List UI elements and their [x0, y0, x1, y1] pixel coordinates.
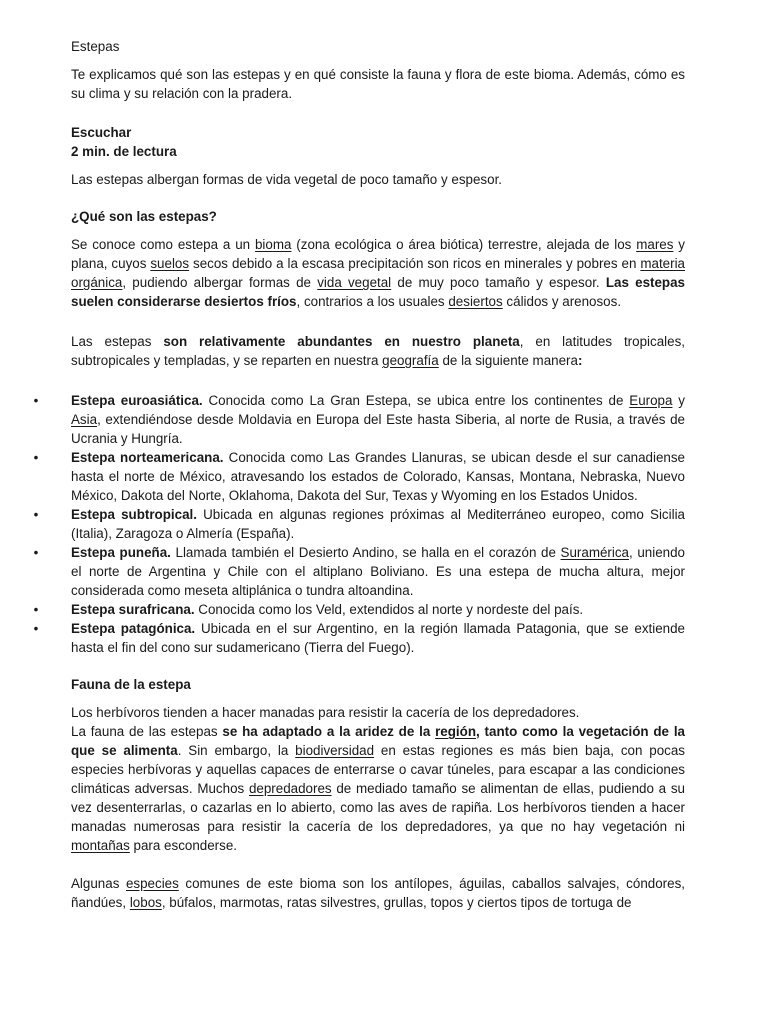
section-heading-fauna: Fauna de la estepa — [71, 677, 191, 692]
list-item: • Estepa patagónica. Ubicada en el sur Argentino, en la región llamada Patagonia, que se extiende hasta el fin del cono sur sudamericano (Tierra del Fuego). — [33, 621, 686, 655]
list-item: • Estepa subtropical. Ubicada en algunas regiones próximas al Mediterráneo europeo, como Sicilia (Italia), Zaragoza o Almería (España). — [33, 507, 685, 541]
intro-paragraph: Te explicamos qué son las estepas y en qué consiste la fauna y flora de este bioma. Además, cómo es su clima y su relación con la pradera. — [71, 67, 685, 101]
bullet-icon: • — [33, 450, 39, 465]
bullet-icon: • — [33, 602, 39, 617]
bullet-icon: • — [33, 621, 39, 636]
document-body — [33, 37, 686, 912]
fauna-paragraph: La fauna de las estepas se ha adaptado a la aridez de la región, tanto como la vegetación de la que se alimenta. Sin embargo, la biodiversidad en estas regiones es más bien baja, con pocas especies herbívoras y aquellas capaces de enterrarse o cavar túneles, para escapar a las condiciones climáticas adversas. Muchos depredadores de mediado tamaño se alimentan de ellas, pudiendo a su vez desenterrarlas, o cazarlas en lo abierto, como las aves de rapiña. Los herbívoros tienden a hacer manadas numerosas para resistir la cacería de los depredadores, ya que no hay vegetación ni montañas para esconderse. — [71, 724, 685, 853]
bullet-icon: • — [33, 393, 39, 408]
bullet-icon: • — [33, 507, 39, 522]
steppe-types-list — [33, 391, 686, 657]
distribution-paragraph: Las estepas son relativamente abundantes en nuestro planeta, en latitudes tropicales, subtropicales y templadas, y se reparten en nuestra geografía de la siguiente manera: — [71, 334, 685, 368]
bullet-icon: • — [33, 545, 39, 560]
reading-time: 2 min. de lectura — [71, 144, 177, 159]
species-paragraph: Algunas especies comunes de este bioma son los antílopes, águilas, caballos salvajes, cóndores, ñandúes, lobos, búfalos, marmotas, ratas silvestres, grullas, topos y ciertos tipos de tortuga de — [71, 876, 685, 910]
list-item: • Estepa norteamericana. Conocida como Las Grandes Llanuras, se ubican desde el sur canadiense hasta el norte de México, atravesando los estados de Colorado, Kansas, Montana, Nebraska, Nuevo México, Dakota del Norte, Oklahoma, Dakota del Sur, Texas y Wyoming en los Estados Unidos. — [33, 450, 685, 503]
list-item: • Estepa euroasiática. Conocida como La Gran Estepa, se ubica entre los continentes de Europa y Asia, extendiéndose desde Moldavia en Europa del Este hasta Siberia, al norte de Rusia, a través de Ucrania y Hungría. — [33, 393, 685, 446]
definition-paragraph: Se conoce como estepa a un bioma (zona ecológica o área biótica) terrestre, alejada de los mares y plana, cuyos suelos secos debido a la escasa precipitación son ricos en minerales y pobres en materia orgánica, pudiendo albergar formas de vida vegetal de muy poco tamaño y espesor. Las estepas suelen considerarse desiertos fríos, contrarios a los usuales desiertos cálidos y arenosos. — [71, 237, 686, 309]
document-title: Estepas — [71, 39, 120, 54]
section-heading-what-are-steppes: ¿Qué son las estepas? — [71, 209, 217, 224]
image-caption: Las estepas albergan formas de vida vegetal de poco tamaño y espesor. — [71, 172, 503, 187]
fauna-caption: Los herbívoros tienden a hacer manadas para resistir la cacería de los depredadores. — [71, 705, 580, 720]
listen-label: Escuchar — [71, 125, 132, 140]
list-item: • Estepa puneña. Llamada también el Desierto Andino, se halla en el corazón de Suramérica, uniendo el norte de Argentina y Chile con el altiplano Boliviano. Es una estepa de mucha altura, mejor considerada como meseta altiplánica o tundra altoandina. — [33, 545, 685, 598]
list-item: • Estepa surafricana. Conocida como los Veld, extendidos al norte y nordeste del país. — [33, 602, 584, 617]
